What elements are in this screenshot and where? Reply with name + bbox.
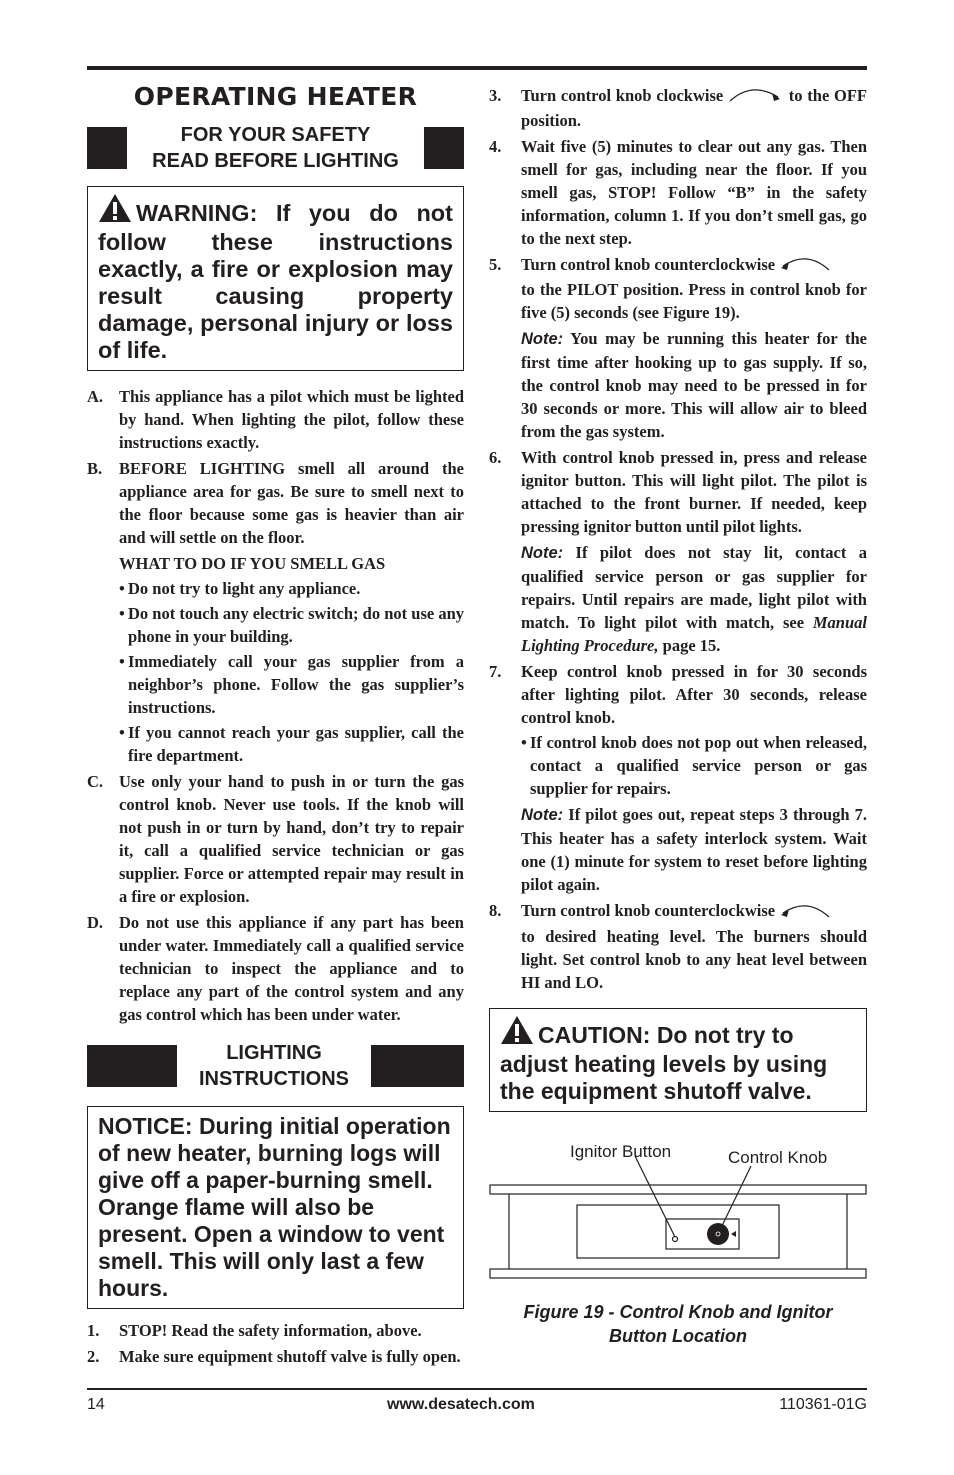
item-label: C. (87, 772, 104, 791)
list-item (87, 385, 464, 454)
step-item (489, 660, 867, 896)
step-text: Turn control knob counterclockwise (521, 255, 776, 275)
step-body (521, 446, 867, 657)
notice-text: NOTICE: During initial operation of new heater, burning logs will give off a paper-burning smell. Orange flame will also be present. Open a window to vent smell. This will only last a few hours. (98, 1113, 451, 1301)
step-label: 2. (87, 1347, 100, 1366)
step-text: Keep control knob pressed in for 30 seconds after lighting pilot. After 30 seconds, release control knob. (521, 662, 867, 728)
item-label: B. (87, 459, 103, 478)
section-title: OPERATING HEATER (133, 82, 418, 111)
bullet-text: Immediately call your gas supplier from a neighbor’s phone. Follow the gas supplier’s instructions. (128, 652, 464, 717)
caution-box (489, 1008, 867, 1112)
step-text-cont: to the PILOT position. Press in control knob for five (5) seconds (see Figure 19). (521, 280, 867, 323)
step-body (521, 660, 867, 896)
step-label: 5. (489, 255, 502, 275)
step-body (521, 253, 867, 443)
banner-bar-left (87, 127, 127, 169)
warning-box (87, 186, 464, 371)
step-label: 6. (489, 448, 502, 468)
counterclockwise-arrow-icon (779, 901, 831, 925)
bullet-item: • Do not touch any electric switch; do not use any phone in your building. (119, 604, 464, 646)
step-item (489, 135, 867, 250)
caution-text: CAUTION: Do not try to adjust heating levels by using the equipment shutoff valve. (500, 1021, 828, 1104)
note-label: Note: (521, 330, 564, 349)
step-item (489, 253, 867, 443)
safety-banner-text (152, 122, 399, 174)
notice-box (87, 1106, 464, 1309)
safety-banner-line2: READ BEFORE LIGHTING (152, 150, 399, 172)
lighting-banner-line2: INSTRUCTIONS (199, 1068, 349, 1090)
item-label: D. (87, 913, 104, 932)
banner-bar-right (424, 127, 464, 169)
smell-gas-heading: WHAT TO DO IF YOU SMELL GAS (119, 554, 386, 573)
bullet-item: • Immediately call your gas supplier from a neighbor’s phone. Follow the gas supplier’s instructions. (119, 652, 464, 717)
note-page-ref: page 15. (662, 636, 721, 656)
step-item (489, 899, 867, 993)
bullet-item: • If control knob does not pop out when released, contact a qualified service person or gas supplier for repairs. (521, 733, 867, 799)
ignitor-button-label: Ignitor Button (570, 1142, 672, 1161)
bullet-text: Do not try to light any appliance. (128, 579, 361, 598)
left-column (87, 82, 464, 1371)
item-text: Do not use this appliance if any part has been under water. Immediately call a qualified service technician to inspect the appliance and to replace any part of the control system and any gas control which has been under water. (119, 913, 464, 1024)
caution-icon (500, 1015, 534, 1051)
footer-url[interactable]: www.desatech.com (387, 1396, 535, 1413)
step-label: 3. (489, 86, 502, 105)
warning-icon (98, 193, 132, 229)
note-label: Note: (521, 806, 564, 825)
steps-list-right (489, 84, 867, 994)
safety-list (87, 385, 464, 1026)
bottom-rule (87, 1388, 867, 1390)
bullet-item: • If you cannot reach your gas supplier, call the fire department. (119, 723, 464, 765)
note-text: You may be running this heater for the first time after hooking up to gas supply. If so, the control knob may need to be pressed in for 30 seconds or more. This will allow air to bleed from the gas system. (521, 329, 867, 442)
step-item (489, 84, 867, 132)
bullet-text: If you cannot reach your gas supplier, call the fire department. (128, 723, 464, 765)
list-item (87, 457, 464, 767)
step-text: STOP! Read the safety information, above. (119, 1321, 422, 1340)
list-item (87, 911, 464, 1026)
item-text: This appliance has a pilot which must be lighted by hand. When lighting the pilot, follow these instructions exactly. (119, 387, 464, 452)
note-text: If pilot goes out, repeat steps 3 through 7. This heater has a safety interlock system. Wait one (1) minute for system to reset before lighting pilot again. (521, 805, 868, 895)
step-text: With control knob pressed in, press and release ignitor button. This will light pilot. The pilot is attached to the front burner. If needed, keep pressing ignitor button until pilot lights. (521, 448, 867, 537)
steps-list-left (87, 1319, 464, 1368)
step-label: 4. (489, 137, 502, 157)
warning-text: WARNING: If you do not follow these instructions exactly, a fire or explosion may result causing property damage, personal injury or loss of life. (98, 200, 453, 363)
safety-banner-line1: FOR YOUR SAFETY (180, 124, 371, 146)
list-item (87, 770, 464, 908)
counterclockwise-arrow-icon (779, 254, 831, 278)
right-column (489, 82, 867, 1112)
item-text: BEFORE LIGHTING smell all around the appliance area for gas. Be sure to smell next to the floor because some gas is heavier than air and will settle on the floor. (119, 459, 464, 547)
item-text: Use only your hand to push in or turn the gas control knob. Never use tools. If the knob will not push in or turn by hand, don’t try to repair it, call a qualified service technician or gas supplier. Force or attempted repair may result in a fire or explosion. (119, 772, 464, 906)
step-label: 8. (489, 901, 502, 921)
bullet-text: Do not touch any electric switch; do not use any phone in your building. (128, 604, 464, 646)
lighting-banner (87, 1040, 464, 1092)
step-text-cont: to the OFF position. (521, 86, 868, 131)
step-body (521, 84, 867, 132)
lighting-banner-line1: LIGHTING (226, 1042, 322, 1064)
note-text: If pilot does not stay lit, contact a qualified service person or gas supplier for repairs. Until repairs are made, light pilot with match. To light pilot with match, see (521, 543, 867, 633)
item-body (119, 457, 464, 767)
step-item (87, 1345, 464, 1368)
note-reference: Manual Lighting Procedure, (521, 613, 867, 656)
figure-19 (489, 1138, 867, 1288)
step-text: Wait five (5) minutes to clear out any gas. Then smell for gas, including near the floor. If you smell gas, STOP! Follow “B” in the safety information, column 1. If you don’t smell gas, go to the next step. (521, 137, 867, 249)
item-label: A. (87, 387, 104, 406)
page-number: 14 (87, 1396, 105, 1413)
step-label: 7. (489, 662, 502, 682)
step-body (521, 899, 867, 993)
bullet-item: • Do not try to light any appliance. (119, 577, 464, 600)
note-label: Note: (521, 544, 564, 563)
step-item (489, 446, 867, 657)
step-label: 1. (87, 1321, 100, 1340)
safety-banner (87, 122, 464, 174)
step-item (87, 1319, 464, 1342)
step-text-cont: to desired heating level. The burners should light. Set control knob to any heat level between HI and LO. (521, 926, 867, 992)
control-knob-label: Control Knob (728, 1148, 828, 1167)
bullet-text: If control knob does not pop out when released, contact a qualified service person or gas supplier for repairs. (530, 733, 867, 799)
top-rule (87, 66, 867, 70)
step-text: Turn control knob clockwise (521, 86, 724, 105)
step-text: Make sure equipment shutoff valve is fully open. (119, 1347, 461, 1366)
figure-caption (489, 1300, 867, 1348)
clockwise-arrow-icon (728, 85, 784, 109)
lighting-banner-text (199, 1040, 349, 1092)
banner-bar-left (87, 1045, 177, 1087)
document-number: 110361-01G (779, 1396, 867, 1413)
step-text: Turn control knob counterclockwise (521, 901, 776, 921)
figure-caption-line2: Button Location (609, 1326, 747, 1346)
figure-caption-line1: Figure 19 - Control Knob and Ignitor (523, 1302, 833, 1322)
banner-bar-right (371, 1045, 464, 1087)
